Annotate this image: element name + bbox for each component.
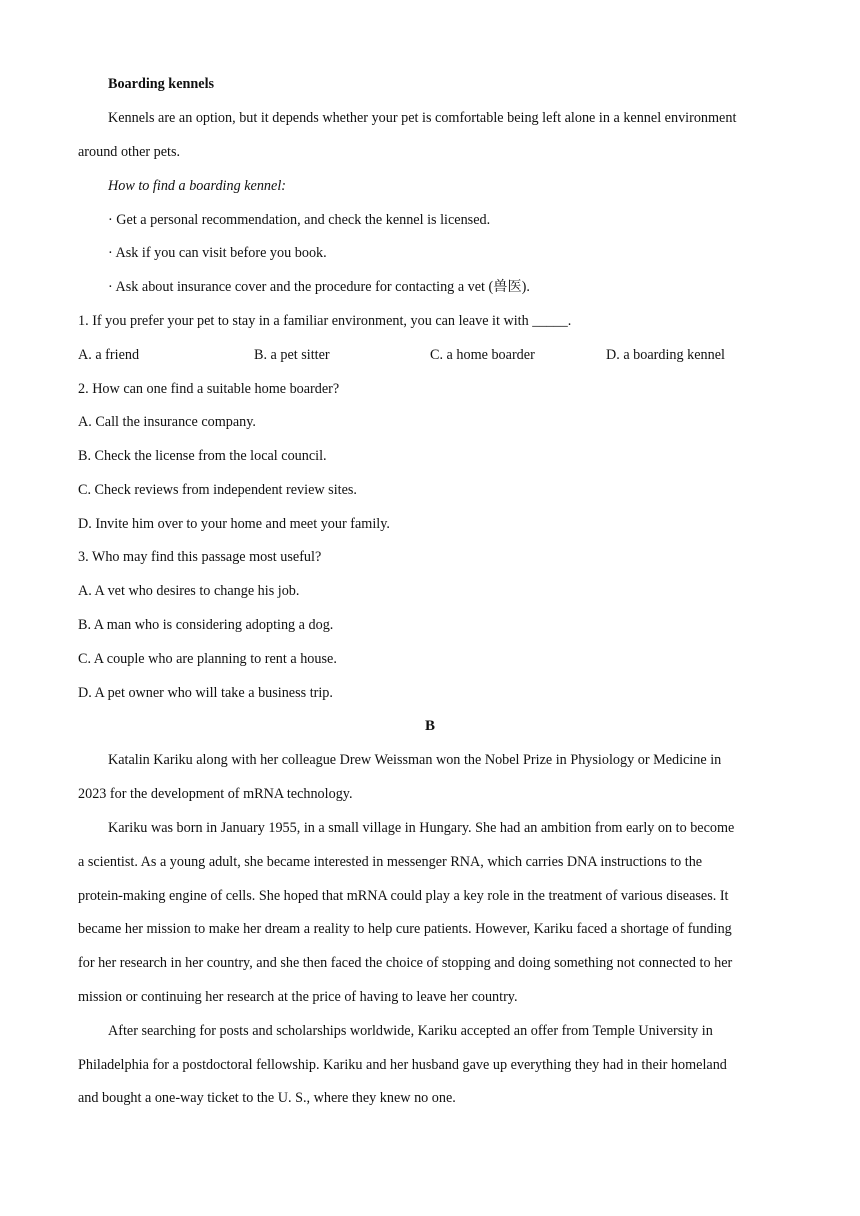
- answer-option: D. Invite him over to your home and meet your family.: [78, 516, 390, 532]
- paragraph-line: Katalin Kariku along with her colleague Drew Weissman won the Nobel Prize in Physiology or Medicine in: [108, 752, 722, 768]
- answer-option: A. a friend: [78, 347, 140, 363]
- answer-option: D. A pet owner who will take a business trip.: [78, 685, 333, 701]
- paragraph-line: around other pets.: [78, 144, 181, 160]
- section-letter: B: [424, 718, 435, 734]
- paragraph-line: mission or continuing her research at the price of having to leave her country.: [78, 989, 518, 1005]
- question-stem: 1. If you prefer your pet to stay in a familiar environment, you can leave it with _____.: [78, 313, 572, 329]
- paragraph-line: for her research in her country, and she then faced the choice of stopping and doing something not connected to her: [78, 955, 733, 971]
- answer-option: C. A couple who are planning to rent a house.: [78, 651, 337, 667]
- tip-item: · Ask about insurance cover and the procedure for contacting a vet (兽医).: [108, 279, 530, 295]
- paragraph-line: and bought a one-way ticket to the U. S., where they knew no one.: [78, 1090, 456, 1106]
- question-stem: 2. How can one find a suitable home boarder?: [78, 381, 340, 397]
- paragraph-line: Kennels are an option, but it depends whether your pet is comfortable being left alone in a kennel environment: [108, 110, 737, 126]
- paragraph-line: protein-making engine of cells. She hoped that mRNA could play a key role in the treatment of various diseases. It: [78, 888, 729, 904]
- answer-option: B. A man who is considering adopting a dog.: [78, 617, 334, 633]
- answer-option: B. Check the license from the local council.: [78, 448, 327, 464]
- paragraph-line: Kariku was born in January 1955, in a small village in Hungary. She had an ambition from early on to become: [108, 820, 735, 836]
- answer-option: A. A vet who desires to change his job.: [78, 583, 300, 599]
- answer-option: A. Call the insurance company.: [78, 414, 256, 430]
- tip-item: · Ask if you can visit before you book.: [108, 245, 327, 261]
- paragraph-line: Philadelphia for a postdoctoral fellowship. Kariku and her husband gave up everything they had in their homeland: [78, 1057, 727, 1073]
- section-heading: Boarding kennels: [108, 76, 215, 92]
- paragraph-line: became her mission to make her dream a reality to help cure patients. However, Kariku faced a shortage of funding: [78, 921, 732, 937]
- paragraph-line: 2023 for the development of mRNA technology.: [78, 786, 353, 802]
- tip-item: · Get a personal recommendation, and check the kennel is licensed.: [108, 212, 491, 228]
- answer-option: C. a home boarder: [430, 347, 535, 363]
- paragraph-line: After searching for posts and scholarships worldwide, Kariku accepted an offer from Temple University in: [108, 1023, 713, 1039]
- answer-option: D. a boarding kennel: [606, 347, 725, 363]
- answer-option: C. Check reviews from independent review sites.: [78, 482, 357, 498]
- paragraph-line: a scientist. As a young adult, she became interested in messenger RNA, which carries DNA instructions to the: [78, 854, 703, 870]
- subheading: How to find a boarding kennel:: [108, 178, 286, 194]
- question-stem: 3. Who may find this passage most useful?: [78, 549, 322, 565]
- answer-option: B. a pet sitter: [254, 347, 330, 363]
